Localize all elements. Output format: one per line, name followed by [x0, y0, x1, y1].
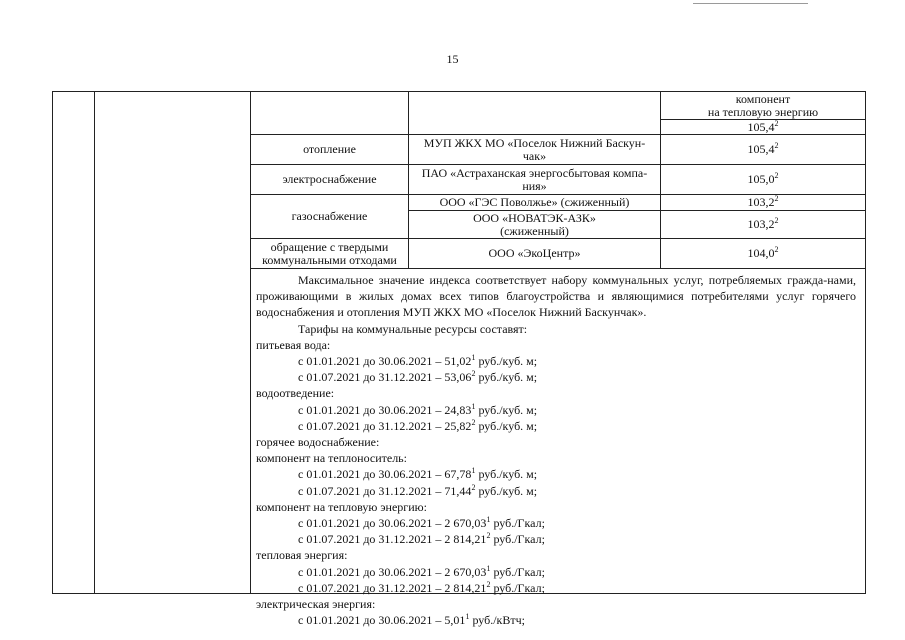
tariff-index-table [250, 91, 866, 269]
footnote-mark: 2 [774, 245, 779, 254]
empty-cell [409, 92, 661, 135]
header-cell: компонент на тепловую энергию [661, 92, 866, 120]
index-value: 103,2 [747, 195, 775, 209]
tariff-unit: руб./куб. м; [475, 402, 538, 417]
tariff-category: электрическая энергия: [256, 597, 376, 612]
tariff-unit: руб./Гкал; [490, 580, 545, 595]
footnote-mark: 1 [471, 466, 476, 476]
service-cell: газоснабжение [251, 195, 409, 239]
footnote-mark: 1 [486, 563, 491, 573]
value-cell [661, 239, 866, 269]
tariff-unit: руб./Гкал; [490, 564, 545, 579]
footnote-mark: 1 [471, 353, 476, 363]
header-value-cell [661, 120, 866, 135]
index-value: 105,0 [747, 172, 775, 186]
footnote-mark: 2 [486, 579, 491, 589]
tariff-unit: руб./куб. м; [475, 370, 538, 385]
tariff-unit: руб./кВтч; [469, 613, 526, 628]
tariff-line [256, 369, 856, 385]
table-row [251, 195, 866, 211]
index-value: 104,0 [747, 246, 775, 260]
tariff-period-value: с 01.01.2021 до 30.06.2021 – 2 670,03 [298, 516, 487, 531]
footnote-mark: 2 [774, 216, 779, 225]
tariff-unit: руб./Гкал; [490, 516, 545, 531]
table-header-row [251, 92, 866, 120]
tariff-line [256, 483, 856, 499]
tariff-period-value: с 01.01.2021 до 30.06.2021 – 5,01 [298, 613, 466, 628]
table-row [251, 165, 866, 195]
header-value: 105,4 [747, 119, 775, 134]
footnote-mark: 2 [774, 194, 779, 203]
value-cell [661, 195, 866, 211]
tariff-line [256, 466, 856, 482]
tariff-period-value: с 01.01.2021 до 30.06.2021 – 51,02 [298, 354, 472, 369]
footnote-mark: 2 [486, 531, 491, 541]
table-row [251, 239, 866, 269]
page-number: 15 [446, 52, 459, 66]
service-cell: отопление [251, 135, 409, 165]
tariff-category: компонент на теплоноситель: [256, 451, 407, 466]
tariffs-intro: Тарифы на коммунальные ресурсы составят: [298, 321, 528, 336]
tariff-category: компонент на тепловую энергию: [256, 499, 427, 514]
tariff-period-value: с 01.07.2021 до 31.12.2021 – 71,44 [298, 483, 472, 498]
tariff-list [256, 337, 856, 629]
tariff-unit: руб./куб. м; [475, 467, 538, 482]
tariff-period-value: с 01.07.2021 до 31.12.2021 – 2 814,21 [298, 580, 487, 595]
value-cell [661, 211, 866, 239]
tariff-category: тепловая энергия: [256, 548, 348, 563]
tariff-line [256, 402, 856, 418]
footnote-mark: 1 [465, 612, 470, 622]
footnote-mark: 2 [471, 369, 476, 379]
service-cell: обращение с твердыми коммунальными отходами [251, 239, 409, 269]
tariff-unit: руб./куб. м; [475, 354, 538, 369]
tariff-line [256, 531, 856, 547]
tariff-category: питьевая вода: [256, 337, 331, 352]
tariff-period-value: с 01.01.2021 до 30.06.2021 – 24,83 [298, 402, 472, 417]
value-cell [661, 165, 866, 195]
provider-cell: ПАО «Астраханская энергосбытовая компа- ния» [409, 165, 661, 195]
index-paragraph: Максимальное значение индекса соответствует набору коммунальных услуг, потребляемых гражда-нами, проживающими в жилых домах всех типов благоустройства и являющимися потребителями услуг горячего водоснабжения и отопления МУП ЖКХ МО «Поселок Нижний Баскунчак». [256, 273, 856, 320]
index-value: 103,2 [747, 217, 775, 231]
tariff-period-value: с 01.01.2021 до 30.06.2021 – 2 670,03 [298, 564, 487, 579]
value-cell [661, 135, 866, 165]
tariff-category: водоотведение: [256, 386, 335, 401]
empty-cell [251, 92, 409, 135]
tariff-line [256, 418, 856, 434]
index-value: 105,4 [747, 142, 775, 156]
footnote-mark: 2 [774, 141, 779, 150]
service-cell: электроснабжение [251, 165, 409, 195]
tariffs-text-block [256, 272, 856, 628]
tariff-unit: руб./Гкал; [490, 532, 545, 547]
provider-cell: ООО «ЭкоЦентр» [409, 239, 661, 269]
tariff-category: горячее водоснабжение: [256, 435, 380, 450]
provider-cell: МУП ЖКХ МО «Поселок Нижний Баскун- чак» [409, 135, 661, 165]
footnote-mark: 2 [471, 417, 476, 427]
footnote-mark: 2 [471, 482, 476, 492]
tariff-period-value: с 01.07.2021 до 31.12.2021 – 53,06 [298, 370, 472, 385]
footnote-mark: 2 [774, 171, 779, 180]
provider-cell: ООО «ГЭС Поволжье» (сжиженный) [409, 195, 661, 211]
column-divider-1 [94, 91, 95, 593]
tariff-line [256, 612, 856, 628]
table-row [251, 135, 866, 165]
tariff-line [256, 353, 856, 369]
tariff-line [256, 564, 856, 580]
footnote-mark: 1 [471, 401, 476, 411]
tariff-period-value: с 01.01.2021 до 30.06.2021 – 67,78 [298, 467, 472, 482]
tariff-unit: руб./куб. м; [475, 483, 538, 498]
footnote-mark: 1 [486, 515, 491, 525]
tariff-period-value: с 01.07.2021 до 31.12.2021 – 25,82 [298, 418, 472, 433]
provider-cell: ООО «НОВАТЭК-АЗК» (сжиженный) [409, 211, 661, 239]
tariff-line [256, 580, 856, 596]
top-rule [693, 3, 808, 4]
tariff-period-value: с 01.07.2021 до 31.12.2021 – 2 814,21 [298, 532, 487, 547]
tariff-unit: руб./куб. м; [475, 418, 538, 433]
tariff-line [256, 515, 856, 531]
footnote-mark: 2 [774, 119, 779, 128]
